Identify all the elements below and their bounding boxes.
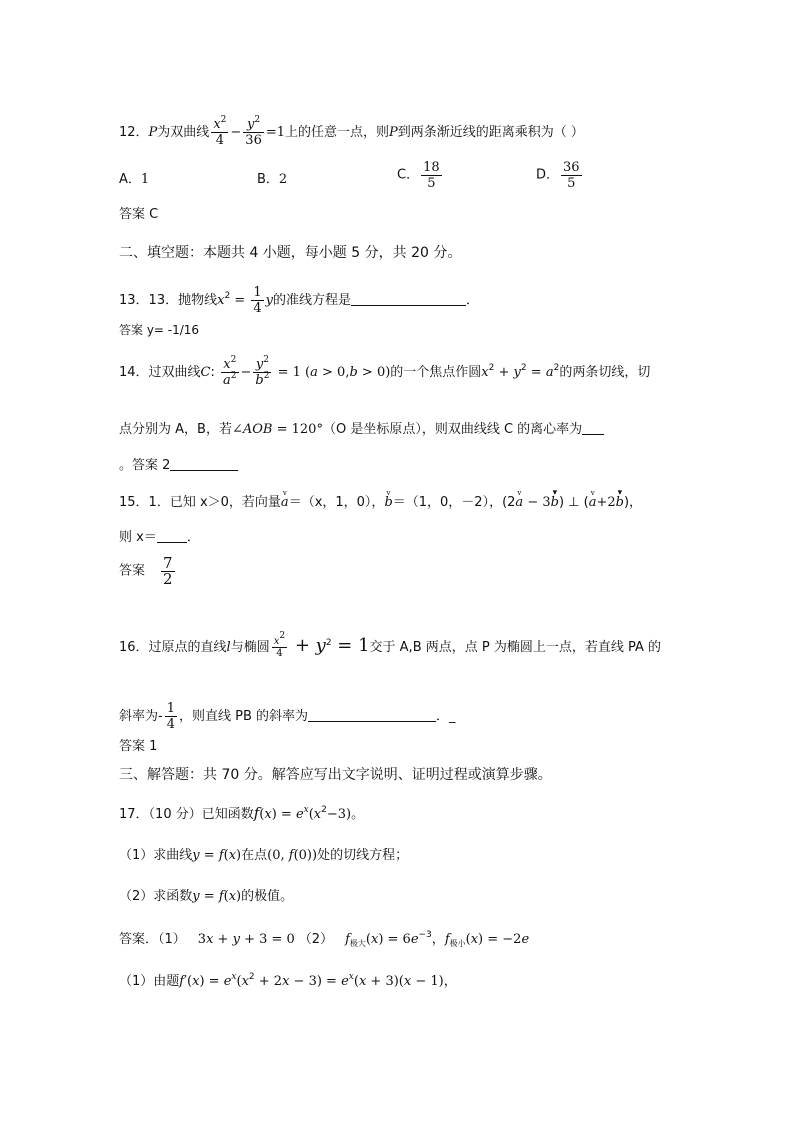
q12-text-2: 上的任意一点，则 bbox=[285, 125, 390, 140]
q13-suffix: 的准线方程是 bbox=[272, 293, 351, 308]
option-b: B．2 bbox=[257, 172, 288, 187]
q12-text-3: 到两条渐近线的距离乘积为（ ） bbox=[397, 125, 584, 140]
q15-answer: 答案 $\frac{7}{2}$ bbox=[119, 554, 173, 588]
q17-part-1: （1）求曲线y = f(x)在点(0, f(0))处的切线方程； bbox=[119, 848, 409, 863]
frac-1-4: $\frac{1}{4}$ bbox=[253, 285, 262, 316]
frac-7-2: $\frac{7}{2}$ bbox=[163, 554, 173, 588]
q17-answer: 答案．（1） 3x + y + 3 = 0 （2） $f_{极大}(x) = 6e^{-3}$，$f_{极小}(x) = -2e$ bbox=[119, 930, 530, 948]
q14-line-1: 14．过双曲线C: $\frac{x^2}{a^2}$ − $\frac{y^2}{b^2}$ = 1 (a > 0,b > 0)的一个焦点作圆$x^2 + y^2 = a^2$的两条切线，切 bbox=[119, 355, 651, 388]
frac-x2-4: $\frac{x^2}{4}$ bbox=[213, 115, 227, 148]
q12-line: 12．P为双曲线 $\frac{x^2}{4}$ − $\frac{y^2}{36}$ =1上的任意一点，则P到两条渐近线的距离乘积为（ ） bbox=[119, 115, 584, 148]
q17-solution: （1）由题$f'(x) = e^x(x^2 + 2x - 3) = e^x(x + 3)(x - 1)$， bbox=[119, 972, 457, 989]
q16-blank bbox=[308, 707, 436, 722]
q14-answer-underline bbox=[170, 456, 238, 471]
q13-line: 13．13．抛物线$x^2$ = $\frac{1}{4}$ y的准线方程是 ． bbox=[119, 285, 480, 316]
q14-blank bbox=[582, 420, 604, 435]
q13-answer: 答案 y= -1/16 bbox=[119, 323, 200, 337]
section-2-heading: 二、填空题：本题共 4 小题，每小题 5 分，共 20 分。 bbox=[119, 245, 462, 261]
option-a: A．1 bbox=[119, 172, 150, 187]
option-c: C． $\frac{18}{5}$ bbox=[397, 160, 440, 191]
q17-line-1: 17．（10 分）已知函数$f(x) = e^x(x^2-3)$。 bbox=[119, 804, 365, 822]
q17-part-2: （2）求函数y = f(x)的极值。 bbox=[119, 889, 294, 904]
q12-number: 12． bbox=[119, 125, 149, 140]
option-d: D． $\frac{36}{5}$ bbox=[536, 160, 580, 191]
q16-line-1: 16．过原点的直线l与椭圆 $\frac{x^2}{4}$ + $y^2 = 1$交于 A,B 两点，点 P 为椭圆上一点，若直线 PA 的 bbox=[119, 631, 662, 659]
q12-answer: 答案 C bbox=[119, 207, 159, 222]
section-3-heading: 三、解答题：共 70 分。解答应写出文字说明、证明过程或演算步骤。 bbox=[119, 767, 552, 783]
q12-options bbox=[119, 160, 639, 200]
q15-line-2: 则 x＝ ． bbox=[119, 530, 200, 545]
q16-answer: 答案 1 bbox=[119, 739, 158, 754]
frac-x2-4-ellipse: $\frac{x^2}{4}$ bbox=[273, 631, 286, 659]
q15-blank bbox=[157, 528, 187, 543]
frac-y2-36: $\frac{y^2}{36}$ bbox=[245, 115, 262, 148]
q13-prefix: 13．13．抛物线 bbox=[119, 293, 218, 308]
math-P: P bbox=[148, 125, 158, 140]
q12-text-1: 为双曲线 bbox=[157, 125, 210, 140]
q14-line-3: 。答案 2 bbox=[119, 456, 238, 476]
q14-line-2: 点分别为 A，B，若∠AOB = 120°（O 是坐标原点），则双曲线线 C 的离心率为 bbox=[119, 420, 604, 440]
q16-line-2: 斜率为- $\frac{1}{4}$ ，则直线 PB 的斜率为 ．_ bbox=[119, 701, 456, 732]
q13-blank bbox=[351, 291, 466, 306]
q15-line-1: 15．1．已知 x＞0，若向量v a＝（x，1，0），v b＝（1，0，－2），(2v a − 3▾ b) ⊥ (v a+2▾ b)， bbox=[119, 493, 642, 513]
